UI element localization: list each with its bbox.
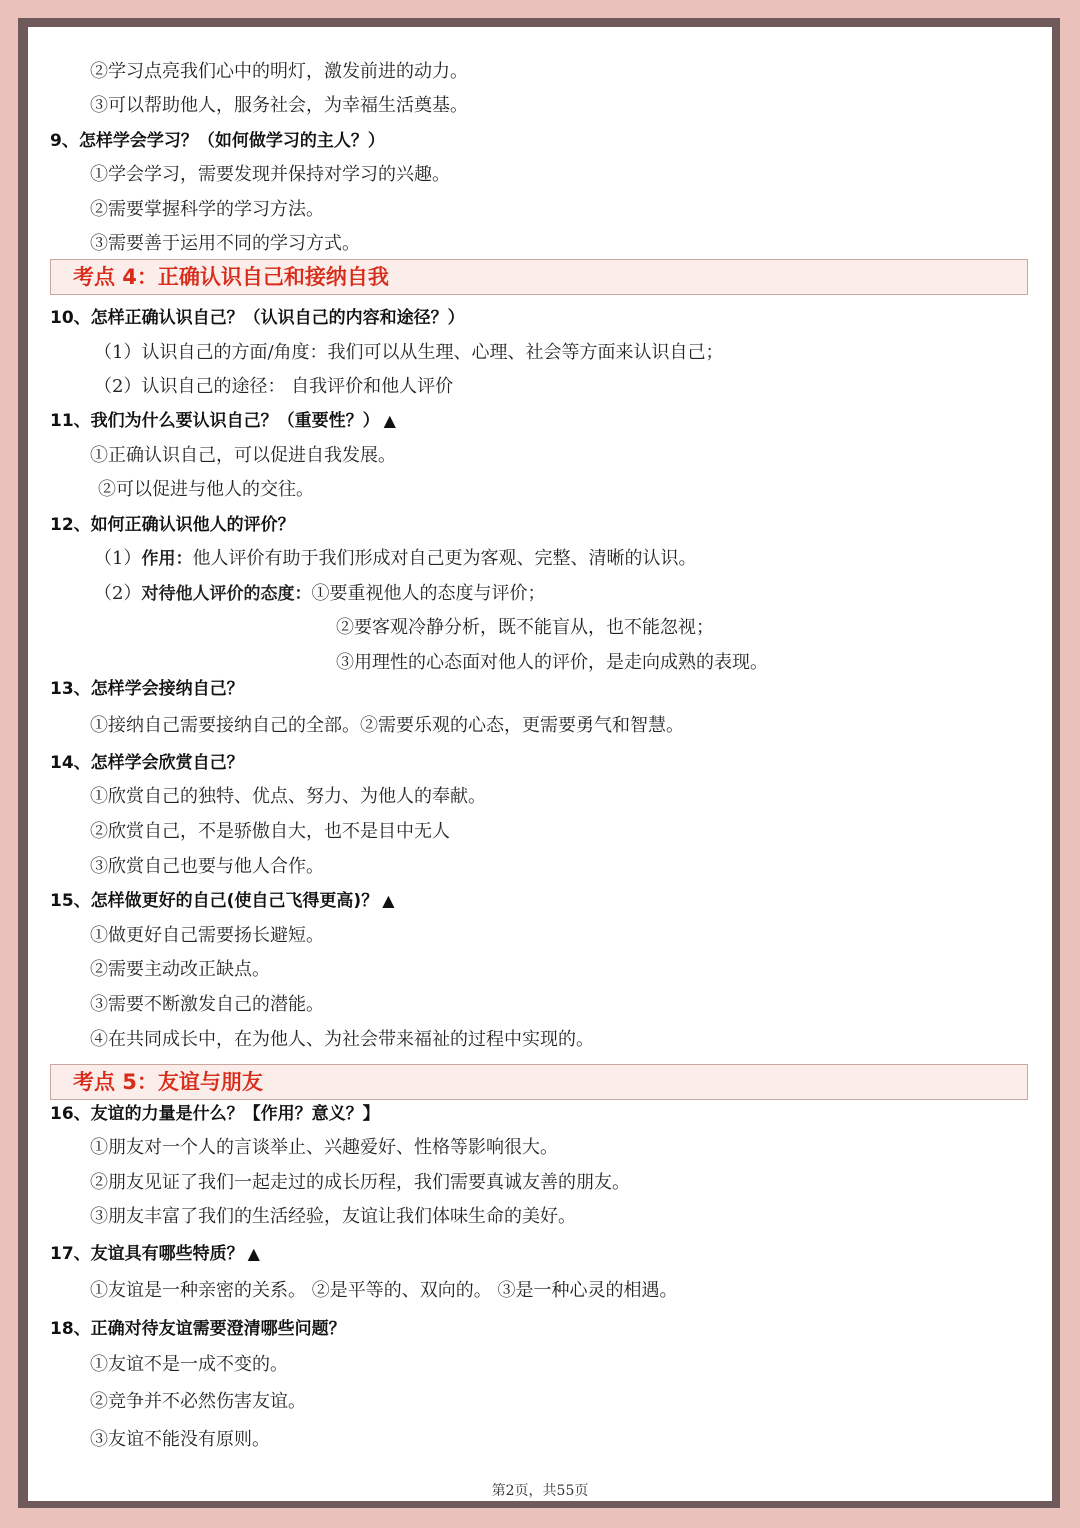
important-triangle-icon: ▲	[383, 411, 396, 430]
answer-text: 他人评价有助于我们形成对自己更为客观、完整、清晰的认识。	[192, 548, 697, 569]
important-triangle-icon: ▲	[247, 1244, 260, 1263]
question-title: 17、友谊具有哪些特质？	[50, 1244, 244, 1264]
answer-line: ③需要不断激发自己的潜能。	[90, 994, 324, 1015]
answer-line: ④在共同成长中，在为他人、为社会带来福祉的过程中实现的。	[90, 1029, 594, 1050]
question-heading: 9、怎样学会学习？（如何做学习的主人？）	[50, 131, 385, 151]
answer-prefix: （2）	[94, 583, 142, 604]
answer-line: ①接纳自己需要接纳自己的全部。②需要乐观的心态，更需要勇气和智慧。	[90, 715, 684, 736]
answer-line	[94, 548, 696, 570]
answer-lead: 作用：	[141, 549, 193, 569]
question-heading	[50, 1243, 260, 1265]
section-banner	[50, 1064, 1028, 1100]
answer-line: ②竞争并不必然伤害友谊。	[90, 1391, 306, 1412]
answer-line: ③友谊不能没有原则。	[90, 1429, 270, 1450]
question-heading: 16、友谊的力量是什么？【作用？意义？】	[50, 1104, 380, 1124]
answer-prefix: （1）	[94, 548, 142, 569]
answer-line: ②要客观冷静分析，既不能盲从，也不能忽视；	[336, 617, 714, 638]
answer-line: ①友谊不是一成不变的。	[90, 1354, 288, 1375]
document-page	[28, 27, 1052, 1501]
question-heading	[50, 890, 395, 912]
question-heading: 12、如何正确认识他人的评价？	[50, 515, 295, 535]
important-triangle-icon: ▲	[382, 891, 395, 910]
answer-line: ③用理性的心态面对他人的评价，是走向成熟的表现。	[336, 652, 768, 673]
question-heading: 10、怎样正确认识自己？（认识自己的内容和途径？）	[50, 308, 465, 328]
answer-text: ①要重视他人的态度与评价；	[311, 583, 546, 604]
answer-line: ②需要主动改正缺点。	[90, 959, 270, 980]
answer-line: ②需要掌握科学的学习方法。	[90, 199, 324, 220]
answer-line: ②可以促进与他人的交往。	[98, 479, 314, 500]
answer-line: ①做更好自己需要扬长避短。	[90, 925, 324, 946]
answer-line: （1）认识自己的方面/角度：我们可以从生理、心理、社会等方面来认识自己；	[94, 342, 724, 363]
question-title: 15、怎样做更好的自己(使自己飞得更高)？	[50, 891, 379, 911]
answer-line: ①朋友对一个人的言谈举止、兴趣爱好、性格等影响很大。	[90, 1137, 558, 1158]
answer-line	[94, 583, 545, 605]
question-title: 11、我们为什么要认识自己？（重要性？）	[50, 411, 380, 431]
question-heading: 14、怎样学会欣赏自己？	[50, 753, 244, 773]
section-title: 考点 5：友谊与朋友	[73, 1070, 263, 1094]
text-line: ③可以帮助他人，服务社会，为幸福生活奠基。	[90, 95, 468, 116]
answer-line: ①正确认识自己，可以促进自我发展。	[90, 445, 396, 466]
answer-line: ①学会学习，需要发现并保持对学习的兴趣。	[90, 164, 450, 185]
answer-line: ③朋友丰富了我们的生活经验，友谊让我们体味生命的美好。	[90, 1206, 576, 1227]
answer-line: （2）认识自己的途径： 自我评价和他人评价	[94, 376, 454, 397]
section-banner	[50, 259, 1028, 295]
answer-line: ②欣赏自己，不是骄傲自大，也不是目中无人	[90, 821, 450, 842]
answer-line: ③欣赏自己也要与他人合作。	[90, 856, 324, 877]
question-heading: 18、正确对待友谊需要澄清哪些问题？	[50, 1319, 346, 1339]
answer-lead: 对待他人评价的态度：	[141, 584, 312, 604]
answer-line: ②朋友见证了我们一起走过的成长历程，我们需要真诚友善的朋友。	[90, 1172, 630, 1193]
page-footer: 第2页，共55页	[491, 1483, 589, 1499]
question-heading	[50, 410, 396, 432]
question-heading: 13、怎样学会接纳自己？	[50, 679, 244, 699]
answer-line: ①友谊是一种亲密的关系。 ②是平等的、双向的。 ③是一种心灵的相遇。	[90, 1280, 678, 1301]
text-line: ②学习点亮我们心中的明灯，激发前进的动力。	[90, 61, 468, 82]
answer-line: ①欣赏自己的独特、优点、努力、为他人的奉献。	[90, 786, 486, 807]
answer-line: ③需要善于运用不同的学习方式。	[90, 233, 360, 254]
section-title: 考点 4：正确认识自己和接纳自我	[73, 265, 389, 289]
